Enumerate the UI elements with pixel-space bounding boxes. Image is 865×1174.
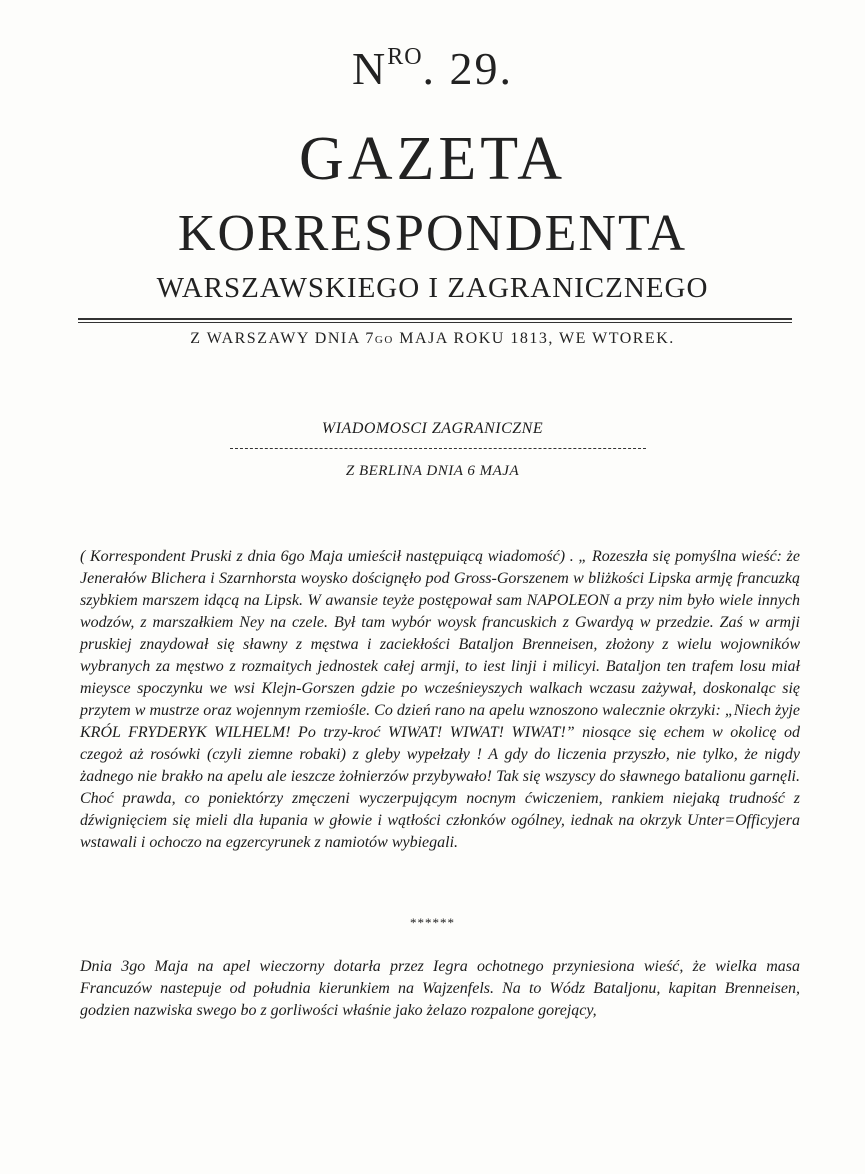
masthead-rule-thick bbox=[78, 318, 792, 320]
issue-number-prefix: N bbox=[351, 43, 388, 94]
section-dashed-rule bbox=[230, 448, 646, 449]
section-subheading: Z BERLINA DNIA 6 MAJA bbox=[345, 463, 520, 479]
dateline-part1: Z WARSZAWY DNIA 7 bbox=[190, 330, 375, 347]
issue-number-value: . 29. bbox=[422, 43, 514, 94]
dateline bbox=[0, 330, 865, 348]
newspaper-title-line3: WARSZAWSKIEGO I ZAGRANICZNEGO bbox=[156, 272, 709, 304]
dateline-ordinal: GO bbox=[374, 334, 394, 346]
issue-number-superscript: RO bbox=[387, 44, 423, 70]
section-heading: WIADOMOSCI ZAGRANICZNE bbox=[321, 420, 544, 437]
newspaper-title-line1: GAZETA bbox=[299, 125, 566, 193]
asterisk-separator: ****** bbox=[410, 915, 455, 930]
dateline-part2: MAJA ROKU 1813, WE WTOREK. bbox=[393, 330, 675, 347]
article-paragraph-2: Dnia 3go Maja na apel wieczorny dotarła przez Iegra ochotnego przyniesiona wieść, że wielka masa Francuzów nastepuje od południa kierunkiem na Wajzenfels. Na to Wódz Bataljonu, kapitan Brenneisen, godzien nazwiska swego bo z gorliwości właśnie jako żelazo rozpalone gorejący, bbox=[80, 958, 800, 1019]
newspaper-title-line2: KORRESPONDENTA bbox=[177, 205, 688, 262]
issue-number bbox=[0, 42, 865, 95]
masthead-rule-thin bbox=[78, 322, 792, 323]
article-paragraph-1: ( Korrespondent Pruski z dnia 6go Maja umieścił następuiącą wiadomość) . „ Rozeszła się pomyślna wieść: że Jenerałów Blichera i Szarnhorsta woysko doścignęło pod Gross-Gorszenem w bliżkości Lipska armję francuzką szybkiem marszem idącą na Lipsk. W awansie teyże postępował sam NAPOLEON a przy nim było wiele innych wodzów, z marszałkiem Ney na czele. Był tam wybór woysk francuskich z Gwardyą w przedzie. Zaś w armji pruskiej znaydował się sławny z męstwa i zaciekłości Bataljon Brenneisen, złożony z wielu wojowników wybranych za męstwo z rozmaitych jednostek całej armji, to iest linji i milicyi. Bataljon ten trafem losu miał mieysce spoczynku we wsi Klejn-Gorszen gdzie po wcześnieyszych walkach wczasu zażywał, doskonaląc się przytem w mustrze oraz wojennym rzemiośle. Co dzień rano na apelu wznoszono walecznie okrzyki: „Niech żyje KRÓL FRYDERYK WILHELM! Po trzy-kroć WIWAT! WIWAT! WIWAT!” niosące się echem w okolicę od czegoż aż rosówki (czyli ziemne robaki) z gleby wypełzały ! A gdy do liczenia przyszło, nie tylko, że nigdy żadnego nie brakło na apelu ale ieszcze żołnierzów przybywało! Tak się wszyscy do sławnego batalionu garnęli. Choć prawda, co poniektórzy zmęczeni wyczerpującym nocnym ćwiczeniem, rankiem niejaką trudność z dźwignięciem się mieli dla łupania w głowie i wątłości członków ogólney, iednak na okrzyk Unter=Officyjera wstawali i ochoczo na egzercyrunek z namiotów wybiegali. bbox=[80, 548, 800, 851]
